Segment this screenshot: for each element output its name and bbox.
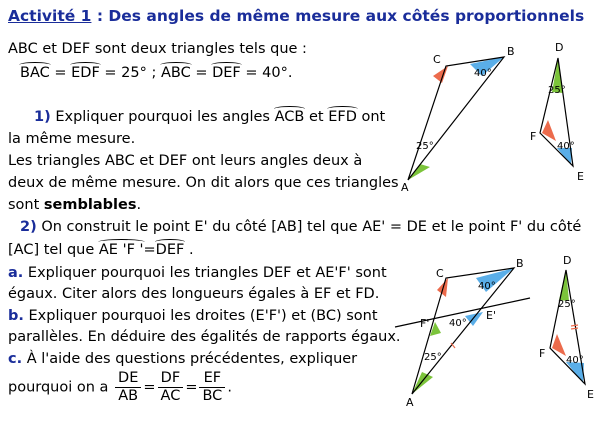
q1-et: et xyxy=(304,109,329,125)
angle-aef: AE 'F ' xyxy=(98,242,144,258)
intro-line-1: ABC et DEF sont deux triangles tels que : xyxy=(8,41,307,57)
label-e: E xyxy=(587,388,594,401)
label-d: D xyxy=(555,41,564,54)
q2-period: . xyxy=(184,242,194,258)
angle-label-25: 25° xyxy=(558,299,576,310)
label-b: B xyxy=(507,45,515,58)
q2-text: On construit le point E' du côté [AB] tel que AE' = DE et le point F' du côté xyxy=(36,219,582,235)
angle-bac: BAC xyxy=(20,65,50,81)
q1-line-3: Les triangles ABC et DEF ont leurs angles deux à xyxy=(8,153,363,169)
angle-label-40: 40° xyxy=(566,355,584,366)
frac-den: AC xyxy=(160,388,181,404)
label-b: B xyxy=(516,257,524,270)
title-label: Activité 1 xyxy=(8,7,92,25)
figure-1-triangle-def xyxy=(530,41,584,183)
angle-def: DEF xyxy=(212,65,241,81)
title-text: : Des angles de même mesure aux côtés proportionnels xyxy=(91,7,585,25)
frac-den: BC xyxy=(202,388,223,404)
label-f-prime: F' xyxy=(420,317,430,330)
q2b-text: Expliquer pourquoi les droites (E'F') et (BC) sont xyxy=(23,308,378,324)
label-d: D xyxy=(563,254,572,267)
angle-label-25: 25° xyxy=(548,85,566,96)
angle-mark-ep xyxy=(465,312,483,326)
angle-label-40: 40° xyxy=(557,141,575,152)
frac-den: AB xyxy=(118,388,139,404)
q2-number: 2) xyxy=(20,219,37,235)
equals: = xyxy=(143,379,156,396)
q2a-text: Expliquer pourquoi les triangles DEF et AE'F' sont xyxy=(23,265,387,281)
triangle-abc-2 xyxy=(412,268,514,394)
tick-mark xyxy=(571,325,578,326)
angle-label-25: 25° xyxy=(424,352,442,363)
frac-num: DE xyxy=(115,370,141,388)
q1-sont: sont xyxy=(8,197,44,213)
equals: = xyxy=(185,379,198,396)
angle-edf: EDF xyxy=(71,65,100,81)
q1-period: . xyxy=(136,197,142,213)
label-f: F xyxy=(530,130,537,143)
figure-1-triangle-abc xyxy=(401,45,515,194)
final-period: . xyxy=(227,379,232,396)
q2-text-2: [AC] tel que xyxy=(8,242,99,258)
label-c: C xyxy=(436,267,444,280)
label-e: E xyxy=(577,170,584,183)
q1-line-2: la même mesure. xyxy=(8,131,136,147)
q2c-text: À l'aide des questions précédentes, expliquer xyxy=(22,351,358,367)
q2b-label: b. xyxy=(8,308,24,324)
q1-line-4: deux de même mesure. On dit alors que ces triangles xyxy=(8,175,399,191)
value-40: = 40°. xyxy=(240,65,293,81)
angle-def-2: DEF xyxy=(155,242,185,258)
angle-label-40: 40° xyxy=(474,68,492,79)
angle-label-40: 40° xyxy=(449,318,467,329)
equals: = xyxy=(143,242,156,258)
q1-number: 1) xyxy=(34,109,51,125)
figure-2-triangle-def xyxy=(539,254,594,401)
angle-label-25: 25° xyxy=(416,141,434,152)
label-e-prime: E' xyxy=(486,309,496,322)
q1-semblables: semblables xyxy=(43,197,137,213)
equals: = xyxy=(190,65,213,81)
equals: = xyxy=(49,65,72,81)
q2a-line-2: égaux. Citer alors des longueurs égales à EF et FD. xyxy=(8,286,380,302)
label-a: A xyxy=(406,396,414,409)
value-25: = 25° ; xyxy=(99,65,161,81)
label-f: F xyxy=(539,347,546,360)
q2b-line-2: parallèles. En déduire des égalités de rapports égaux. xyxy=(8,329,401,345)
frac-num: EF xyxy=(199,370,225,388)
frac-num: DF xyxy=(158,370,184,388)
q2c-label: c. xyxy=(8,351,23,367)
label-a: A xyxy=(401,181,409,194)
q2a-label: a. xyxy=(8,265,24,281)
figure-2-triangle-abc xyxy=(395,257,530,409)
angle-abc: ABC xyxy=(160,65,191,81)
angle-label-40: 40° xyxy=(478,281,496,292)
angle-efd: EFD xyxy=(328,109,357,125)
q1-text: Expliquer pourquoi les angles xyxy=(50,109,275,125)
q1-text-end: ont xyxy=(356,109,386,125)
label-c: C xyxy=(433,53,441,66)
angle-mark-c xyxy=(437,278,448,297)
angle-acb: ACB xyxy=(274,109,305,125)
tick-mark xyxy=(571,328,578,329)
q2c-text-2: pourquoi on a xyxy=(8,379,114,396)
